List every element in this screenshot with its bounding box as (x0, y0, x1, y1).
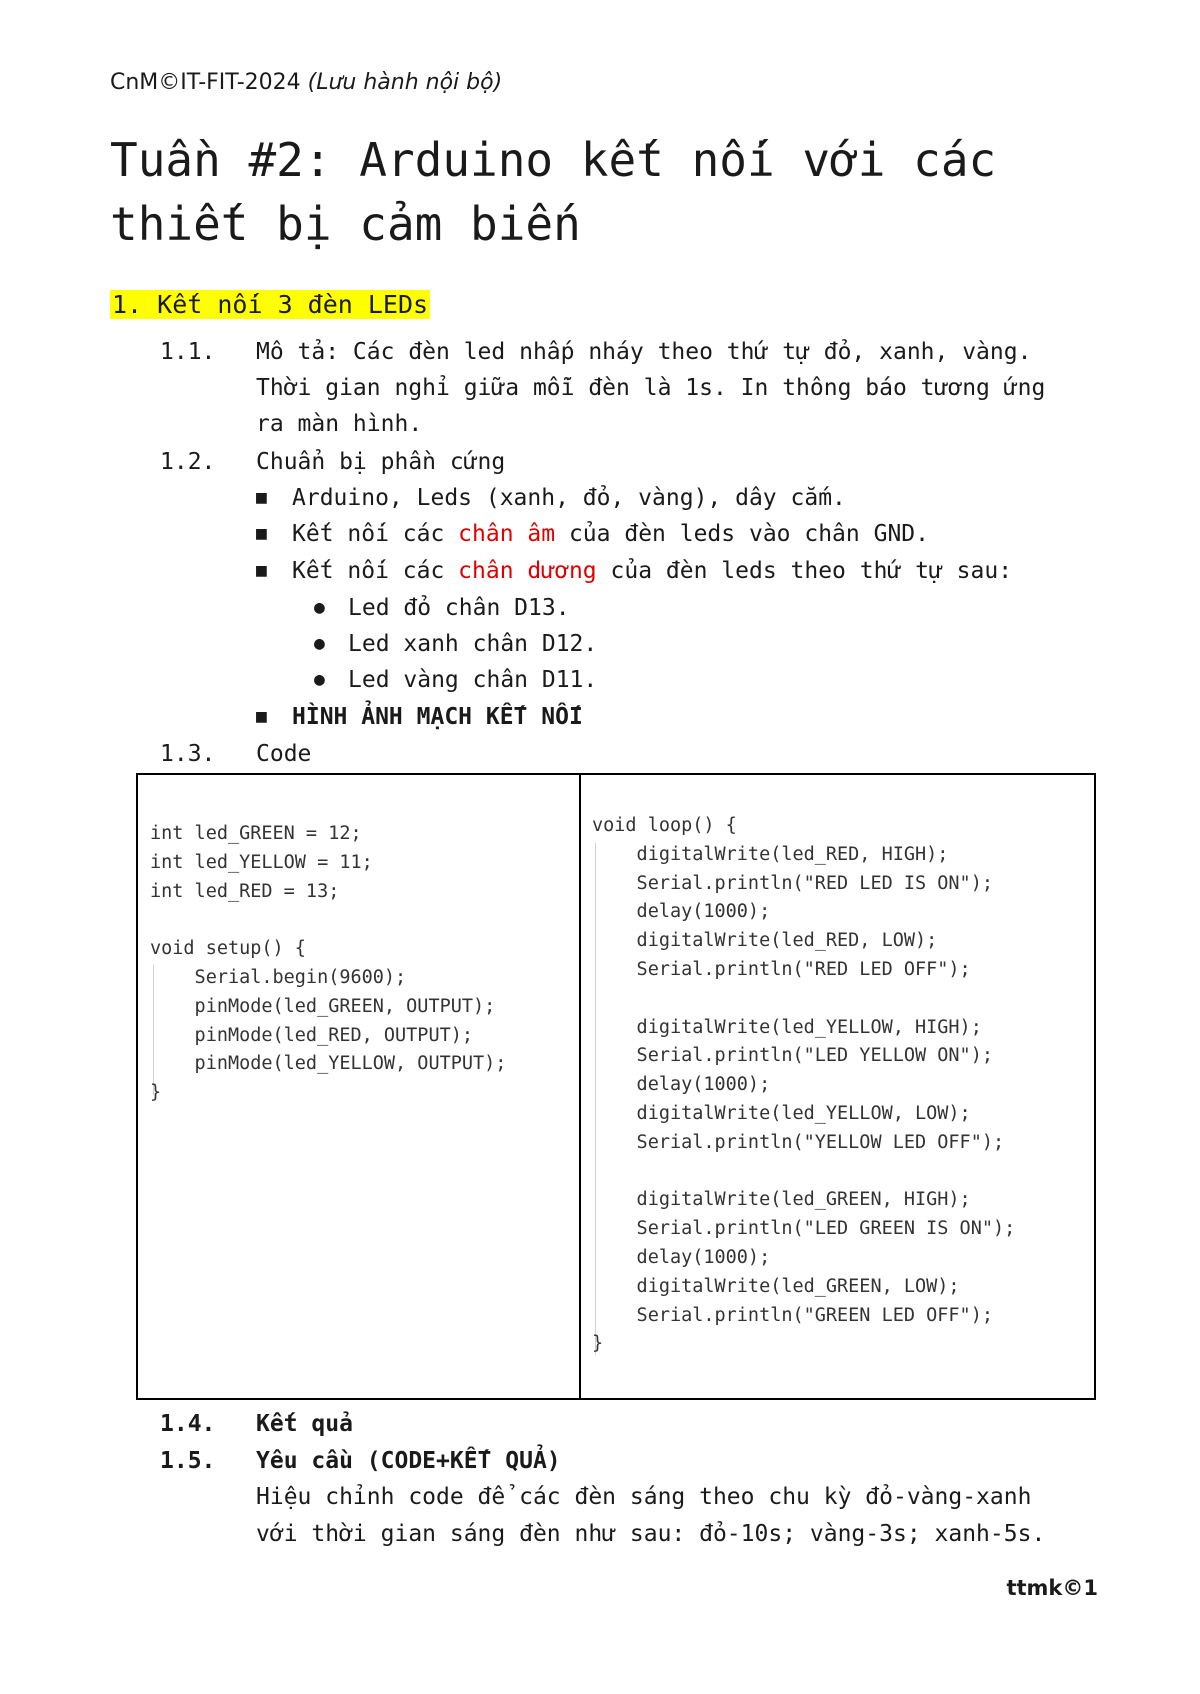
subsection-label: Kết quả (256, 1411, 353, 1437)
subsection-label: Code (256, 741, 312, 767)
pin-item: ● Led vàng chân D11. (348, 662, 597, 698)
header-org: CnM©IT-FIT-2024 (110, 70, 301, 95)
subsection-number: 1.1. (160, 339, 216, 365)
subsection-label: Chuẩn bị phần cứng (256, 449, 506, 475)
description-line: Thời gian nghỉ giữa mỗi đèn là 1s. In thông báo tương ứng (256, 375, 1046, 401)
emphasis-text: chân âm (458, 521, 556, 547)
description-line: ra màn hình. (256, 411, 423, 437)
description-line: Mô tả: Các đèn led nhấp nháy theo thứ tự đỏ, xanh, vàng. (256, 339, 1032, 365)
section-heading: 1. Kết nối 3 đèn LEDs (112, 290, 429, 319)
bullet-text: Arduino, Leds (xanh, đỏ, vàng), dây cắm. (292, 485, 846, 511)
code-block-loop: void loop() { digitalWrite(led_RED, HIGH); Serial.println("RED LED IS ON"); delay(1000); digitalWrite(led_RED, LOW); Serial.println("RED LED OFF"); digitalWrite(led_YELLOW, HIGH); Serial.println("LED YELLOW ON"); delay(1000); digitalWrite(led_YELLOW, LOW); Serial.println("YELLOW LED OFF"); digitalWrite(led_GREEN, HIGH); Serial.println("LED GREEN IS ON"); delay(1000); digitalWrite(led_GREEN, LOW); Serial.println("GREEN LED OFF"); } (592, 815, 1016, 1355)
pin-item: ● Led xanh chân D12. (348, 626, 597, 662)
bullet-text: Kết nối các (292, 521, 459, 547)
requirement-line: với thời gian sáng đèn như sau: đỏ-10s; vàng-3s; xanh-5s. (256, 1521, 1046, 1547)
emphasis-text: chân dương (458, 558, 597, 584)
bullet-text: Kết nối các (292, 558, 459, 584)
bullet-text: của đèn leds vào chân GND. (555, 521, 929, 547)
page-header (110, 70, 502, 95)
bullet-item (292, 480, 846, 516)
code-block-setup: int led_GREEN = 12; int led_YELLOW = 11; int led_RED = 13; void setup() { Serial.begin(9600); pinMode(led_GREEN, OUTPUT); pinMode(led_RED, OUTPUT); pinMode(led_YELLOW, OUTPUT); } (150, 823, 507, 1104)
bullet-item (292, 516, 929, 552)
bullet-item (292, 553, 1012, 589)
bullet-item (292, 699, 583, 735)
subsection-number: 1.3. (160, 741, 216, 767)
pin-item: ● Led đỏ chân D13. (348, 590, 570, 626)
bullet-text: HÌNH ẢNH MẠCH KẾT NỐI (292, 704, 583, 730)
page-footer: ttmk©1 (1006, 1576, 1098, 1600)
header-note: (Lưu hành nội bộ) (307, 70, 503, 95)
subsection-number: 1.2. (160, 449, 216, 475)
subsection-number: 1.4. (160, 1411, 216, 1437)
requirement-line: Hiệu chỉnh code để các đèn sáng theo chu kỳ đỏ-vàng-xanh (256, 1484, 1032, 1510)
subsection-number: 1.5. (160, 1448, 216, 1474)
page-title: Tuần #2: Arduino kết nối với các thiết bị cảm biến (110, 133, 997, 251)
bullet-text: của đèn leds theo thứ tự sau: (596, 558, 1013, 584)
subsection-label: Yêu cầu (CODE+KẾT QUẢ) (256, 1448, 561, 1474)
code-table-divider (579, 773, 581, 1400)
